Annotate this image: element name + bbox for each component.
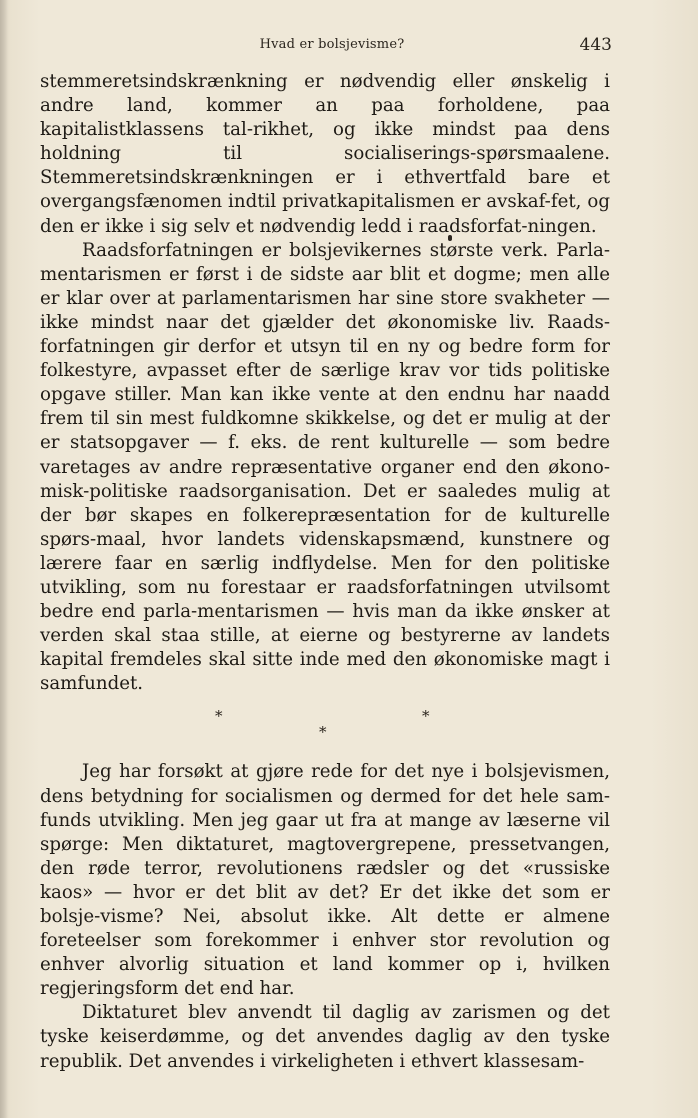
running-head [52, 34, 612, 56]
section-break [40, 706, 610, 754]
paragraph-continued: stemmeretsindskrænkning er nødvendig eller ønskelig i andre land, kommer an paa forholdene, paa kapitalistklassens tal-rikhet, og ikke mindst paa dens holdning til socialiserings-spørsmaalene. Stemmeretsindskrænkningen er i ethvertfald bare et overgangsfænomen indtil privatkapitalismen er avskaf-fet, og den er ikke i sig selv et nødvendig ledd i raadsforfat-ningen. [40, 71, 610, 237]
paragraph-diktaturet: Diktaturet blev anvendt til daglig av zarismen og det tyske keiserdømme, og det anvendes daglig av den tyske republik. Det anvendes i virkeligheten i ethvert klassesam- [40, 1002, 610, 1072]
page-body [40, 70, 610, 1074]
spine-shadow [0, 0, 8, 1118]
running-title: Hvad er bolsjevisme? [259, 37, 405, 52]
paragraph-nye-bolsjevismen: Jeg har forsøkt at gjøre rede for det nye i bolsjevismen, dens betydning for socialismen og dermed for det hele sam-funds utvikling. Men jeg gaar ut fra at mange av læserne vil spørge: Men diktaturet, magtovergrepene, pressetvangen, den røde terror, revolutionens rædsler og det «russiske kaos» — hvor er det blit av det? Er det ikke det som er bolsje-visme? Nei, absolut ikke. Alt dette er almene foreteelser som forekommer i enhver stor revolution og enhver alvorlig situation et land kommer op i, hvilken regjeringsform det end har. [40, 761, 610, 1000]
page-number: 443 [579, 35, 612, 55]
asterisk-left: * [215, 707, 223, 726]
asterisk-right: * [422, 707, 430, 726]
paragraph-raadsforfatning: Raadsforfatningen er bolsjevikernes største verk. Parla-mentarismen er først i de sidste aar blit et dogme; men alle er klar over at parlamentarismen har sine store svakheter — ikke mindst naar det gjælder det økonomiske liv. Raads-forfatningen gir derfor et utsyn til en ny og bedre form for folkestyre, avpasset efter de særlige krav vor tids politiske opgave stiller. Man kan ikke vente at den endnu har naadd frem til sin mest fuldkomne skikkelse, og det er mulig at der er statsopgaver — f. eks. de rent kulturelle — som bedre varetages av andre repræsentative organer end den økono-misk-politiske raadsorganisation. Det er saaledes mulig at der bør skapes en folkerepræsentation for de kulturelle spørs-maal, hvor landets videnskapsmænd, kunstnere og lærere faar en særlig indflydelse. Men for den politiske utvikling, som nu forestaar er raadsforfatningen utvilsomt bedre end parla-mentarismen — hvis man da ikke ønsker at verden skal staa stille, at eierne og bestyrerne av landets kapital fremdeles skal sitte inde med den økonomiske magt i samfundet. [40, 239, 610, 695]
asterisk-center: * [319, 723, 327, 742]
